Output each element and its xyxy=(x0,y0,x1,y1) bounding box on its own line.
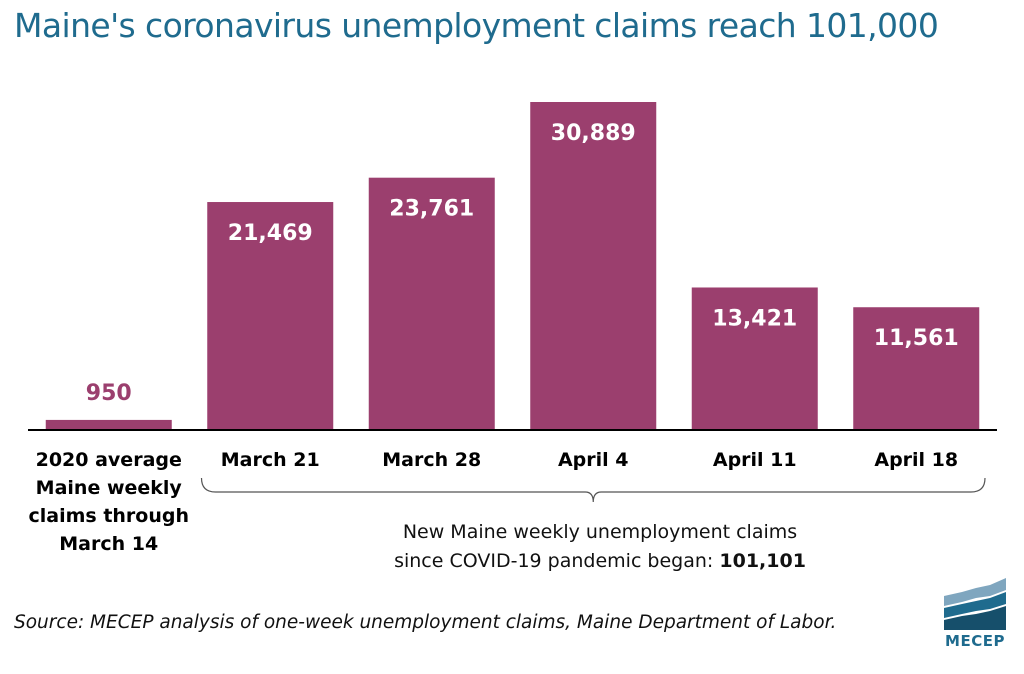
bar-1 xyxy=(46,420,172,430)
mecep-logo-text: MECEP xyxy=(945,632,1005,650)
category-label-4: April 4 xyxy=(557,449,629,471)
category-label-1-line-3: claims through xyxy=(28,505,190,527)
bar-4 xyxy=(530,102,656,430)
brace-annotation-total: 101,101 xyxy=(719,550,806,572)
chart-title: Maine's coronavirus unemployment claims reach 101,000 xyxy=(14,6,939,45)
bar-value-label-4: 30,889 xyxy=(550,121,636,146)
grouping-brace xyxy=(202,478,986,502)
brace-annotation xyxy=(300,518,900,576)
mecep-logo-icon xyxy=(940,576,1010,634)
category-label-1-line-1: 2020 average xyxy=(35,449,182,471)
bar-value-label-6: 11,561 xyxy=(873,326,959,352)
bar-value-label-5: 13,421 xyxy=(712,306,798,332)
source-note: Source: MECEP analysis of one-week unemployment claims, Maine Department of Labor. xyxy=(14,612,837,633)
category-label-3: March 28 xyxy=(382,449,482,471)
category-label-5: April 11 xyxy=(712,449,797,471)
brace-annotation-line2 xyxy=(300,547,900,576)
brace-annotation-prefix: since COVID-19 pandemic began: xyxy=(394,550,720,572)
bar-value-label-1: 950 xyxy=(85,380,132,406)
brace-annotation-line1: New Maine weekly unemployment claims xyxy=(402,521,798,543)
bar-value-label-2: 21,469 xyxy=(227,221,313,247)
category-label-2: March 21 xyxy=(220,449,320,471)
category-label-1-line-2: Maine weekly xyxy=(35,477,182,499)
category-label-1-line-4: March 14 xyxy=(59,533,159,555)
mecep-logo xyxy=(940,576,1010,656)
category-label-6: April 18 xyxy=(874,449,959,471)
bar-value-label-3: 23,761 xyxy=(389,196,475,222)
